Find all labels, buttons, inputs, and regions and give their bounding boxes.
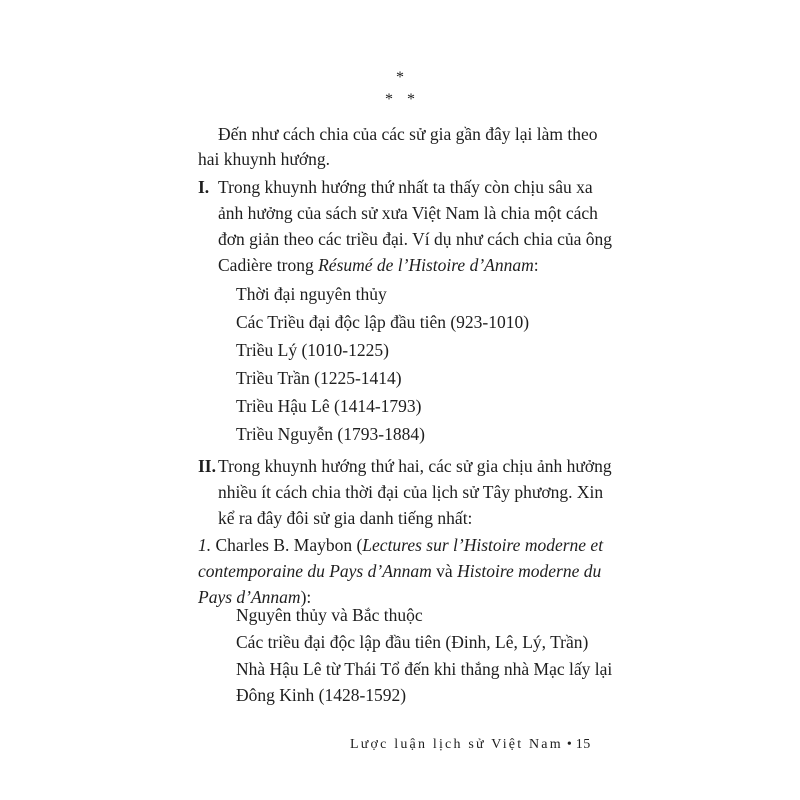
maybon-work-1-cont: contemporaine du Pays d’Annam [198,561,432,581]
maybon-item: Các triều đại độc lập đầu tiên (Đinh, Lê, Lý, Trần) [236,632,589,652]
maybon-number: 1. [198,535,212,555]
maybon-item: Nhà Hậu Lê từ Thái Tổ đến khi thắng nhà Mạc lấy lại [236,659,613,679]
period-item: Triều Hậu Lê (1414-1793) [236,396,422,416]
period-item: Thời đại nguyên thủy [236,284,387,304]
section-2-numeral: II. [198,456,216,476]
footer-book-title: Lược luận lịch sử Việt Nam [350,737,563,752]
ornament-star-top: * [396,69,404,86]
page-number: 15 [575,737,591,752]
section-2-line-1: Trong khuynh hướng thứ hai, các sử gia chịu ảnh hưởng [218,456,612,476]
cadiere-book-title: Résumé de l’Histoire d’Annam [318,255,534,275]
footer-bullet: • [566,737,572,752]
maybon-item: Nguyên thủy và Bắc thuộc [236,605,423,625]
section-1-line-4 [218,252,539,278]
maybon-line-1 [198,532,603,558]
period-item: Triều Nguyễn (1793-1884) [236,424,425,444]
maybon-author: Charles B. Maybon ( [211,535,363,555]
ornament-star-right: * [407,91,415,108]
section-1-line-3: đơn giản theo các triều đại. Ví dụ như cách chia của ông [218,229,613,249]
maybon-close: ): [300,587,312,607]
maybon-conjunction: và [431,561,458,581]
period-item: Các Triều đại độc lập đầu tiên (923-1010) [236,312,530,332]
maybon-line-2 [198,558,601,584]
maybon-item: Đông Kinh (1428-1592) [236,685,407,705]
maybon-work-2-cont: Pays d’Annam [198,587,301,607]
section-1-line-4-text: Cadière trong [218,255,319,275]
section-1-line-4-colon: : [533,255,539,275]
running-footer [350,735,591,755]
section-1-line-2: ảnh hưởng của sách sử xưa Việt Nam là chia một cách [218,203,598,223]
section-2-line-3: kể ra đây đôi sử gia danh tiếng nhất: [218,508,473,528]
period-item: Triều Lý (1010-1225) [236,340,389,360]
intro-line-1: Đến như cách chia của các sử gia gần đây lại làm theo [218,124,598,144]
period-item: Triều Trần (1225-1414) [236,368,402,388]
maybon-work-1: Lectures sur l’Histoire moderne et [362,535,604,555]
section-1-numeral: I. [198,177,210,197]
section-1-line-1: Trong khuynh hướng thứ nhất ta thấy còn chịu sâu xa [218,177,593,197]
maybon-work-2: Histoire moderne du [457,561,602,581]
intro-line-2: hai khuynh hướng. [198,149,330,169]
ornament-star-left: * [385,91,393,108]
section-2-line-2: nhiều ít cách chia thời đại của lịch sử Tây phương. Xin [218,482,604,502]
